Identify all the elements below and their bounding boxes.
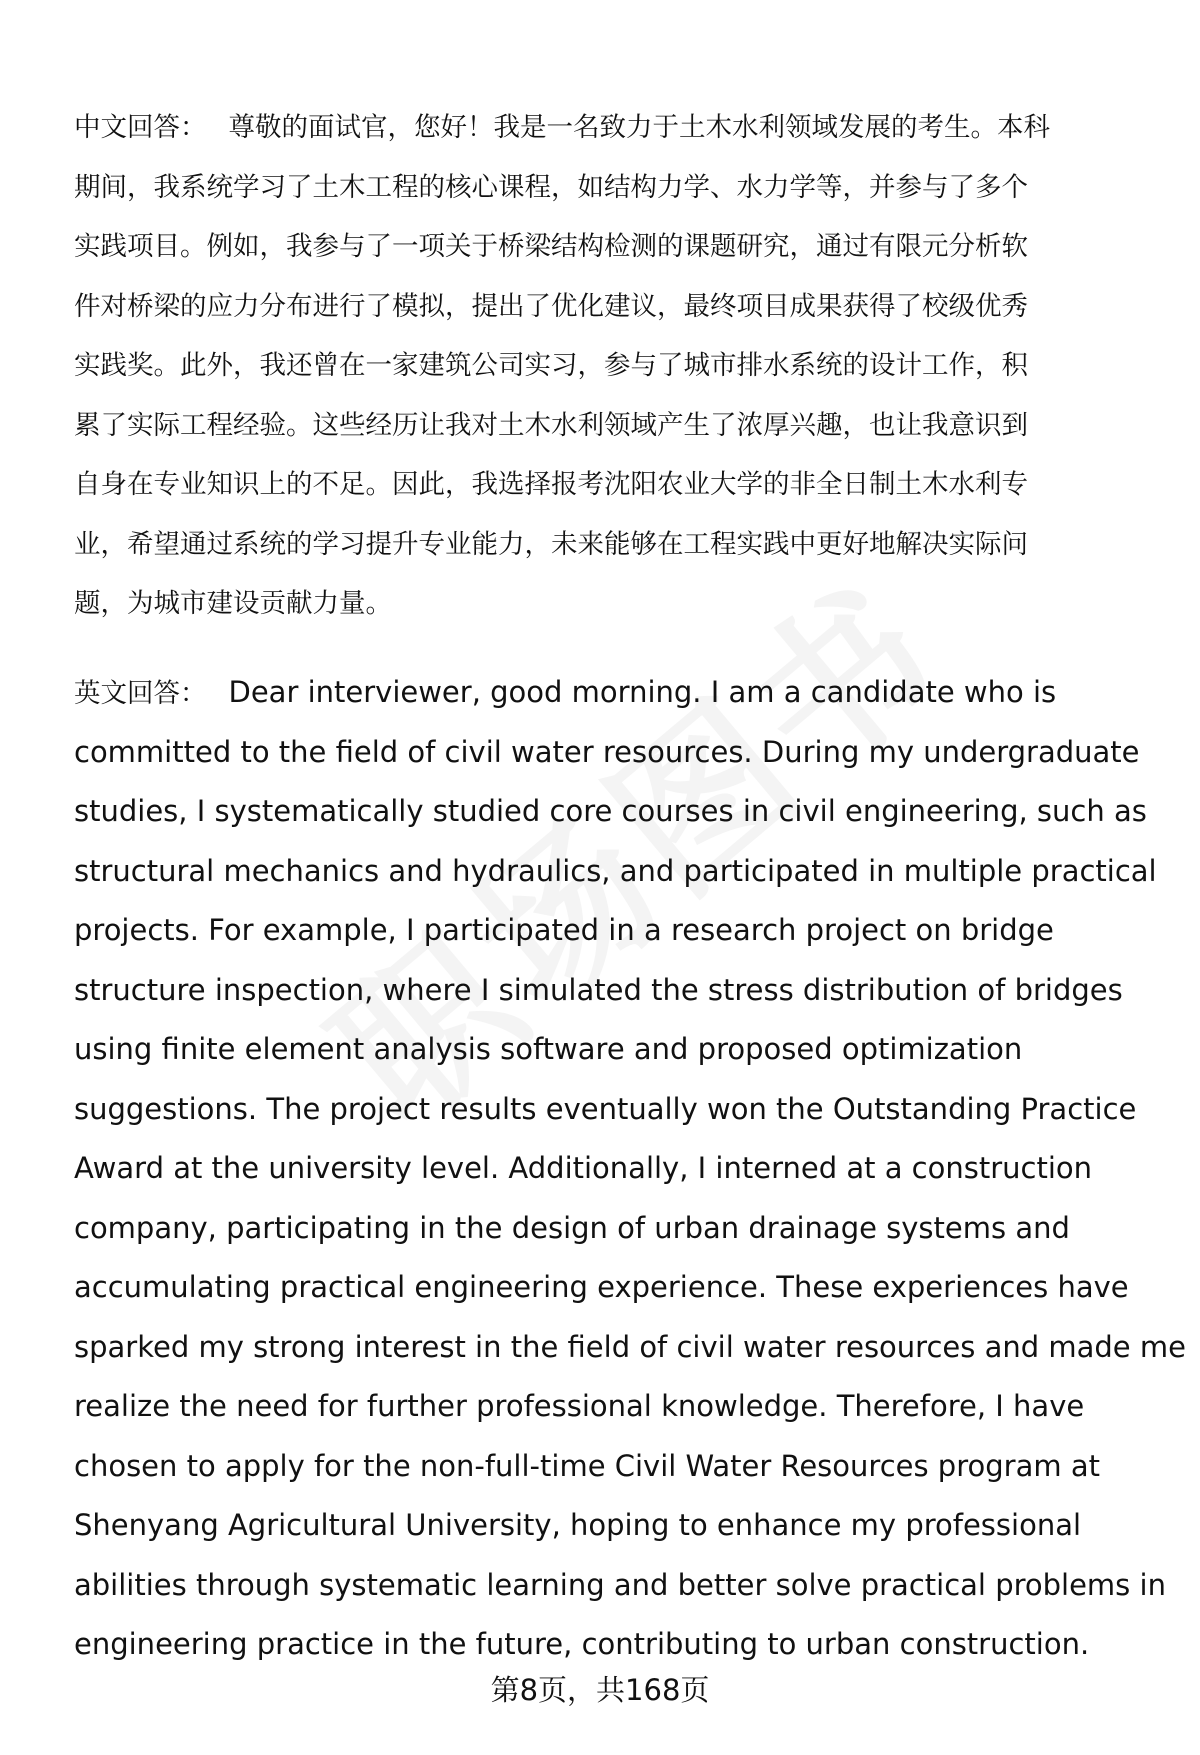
english-answer-line: company, participating in the design of urban drainage systems and — [74, 1210, 1070, 1245]
english-answer-line: chosen to apply for the non-full-time Civil Water Resources program at — [74, 1448, 1100, 1483]
english-answer-label: 英文回答： — [74, 678, 207, 709]
chinese-answer-line: 实践项目。例如，我参与了一项关于桥梁结构检测的课题研究，通过有限元分析软 — [74, 231, 1028, 262]
chinese-answer-line: 期间，我系统学习了土木工程的核心课程，如结构力学、水力学等，并参与了多个 — [74, 171, 1028, 203]
english-answer-line: realize the need for further professional knowledge. Therefore, I have — [74, 1389, 1085, 1423]
english-answer-line: using finite element analysis software and proposed optimization — [74, 1032, 1023, 1066]
chinese-answer-label: 中文回答： — [74, 112, 207, 143]
english-answer-line: engineering practice in the future, contributing to urban construction. — [74, 1627, 1090, 1661]
english-answer-line: Shenyang Agricultural University, hoping to enhance my professional — [74, 1508, 1082, 1542]
chinese-answer-line: 累了实际工程经验。这些经历让我对土木水利领域产生了浓厚兴趣，也让我意识到 — [74, 409, 1028, 441]
chinese-answer-line-1: 中文回答： 尊敬的面试官，您好！我是一名致力于土木水利领域发展的考生。本科 — [74, 112, 1050, 143]
english-answer-section — [74, 663, 1186, 1675]
english-answer-line: abilities through systematic learning and better solve practical problems in — [74, 1567, 1166, 1602]
chinese-answer-section — [74, 98, 1166, 634]
page-number-footer: 第8页，共168页 — [490, 1673, 710, 1707]
chinese-answer-line: 业，希望通过系统的学习提升专业能力，未来能够在工程实践中更好地解决实际问 — [74, 528, 1028, 560]
english-answer-line: projects. For example, I participated in a research project on bridge — [74, 913, 1054, 947]
english-answer-line: structure inspection, where I simulated the stress distribution of bridges — [74, 972, 1123, 1007]
chinese-answer-line: 自身在专业知识上的不足。因此，我选择报考沈阳农业大学的非全日制土木水利专 — [74, 469, 1028, 500]
chinese-answer-line: 件对桥梁的应力分布进行了模拟，提出了优化建议，最终项目成果获得了校级优秀 — [74, 290, 1028, 322]
chinese-answer-line: 实践奖。此外，我还曾在一家建筑公司实习，参与了城市排水系统的设计工作，积 — [74, 350, 1028, 381]
english-answer-line: structural mechanics and hydraulics, and participated in multiple practical — [74, 853, 1157, 888]
english-answer-line: suggestions. The project results eventually won the Outstanding Practice — [74, 1091, 1137, 1126]
english-answer-line: studies, I systematically studied core courses in civil engineering, such as — [74, 794, 1147, 828]
english-answer-line: sparked my strong interest in the field of civil water resources and made me — [74, 1329, 1186, 1364]
english-answer-line-1: 英文回答： Dear interviewer, good morning. I am a candidate who is — [74, 675, 1057, 709]
english-answer-line: committed to the field of civil water resources. During my undergraduate — [74, 734, 1140, 769]
chinese-answer-line: 题，为城市建设贡献力量。 — [74, 588, 392, 619]
english-answer-line: accumulating practical engineering experience. These experiences have — [74, 1270, 1129, 1304]
english-answer-line: Award at the university level. Additionally, I interned at a construction — [74, 1151, 1093, 1185]
